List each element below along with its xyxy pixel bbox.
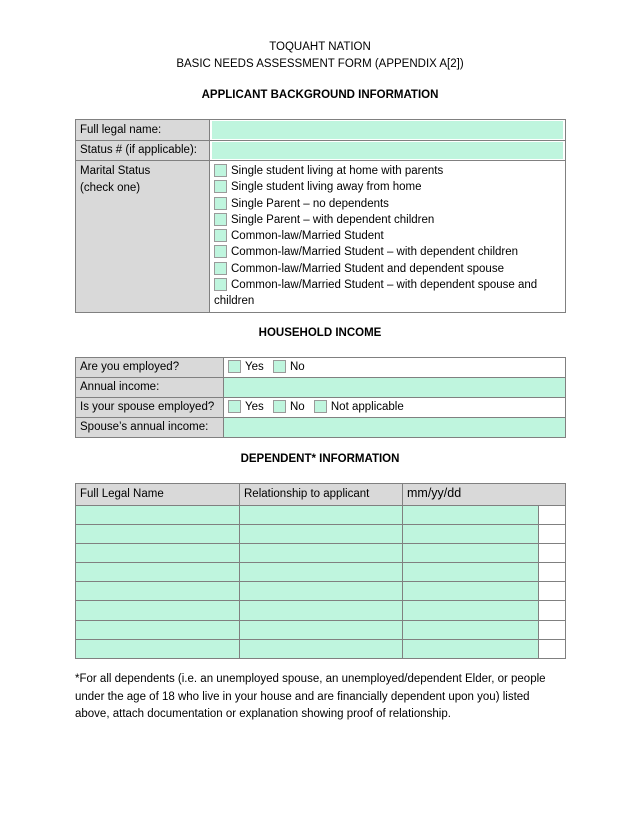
marital-option: Common-law/Married Student (214, 228, 561, 244)
col-header-name: Full Legal Name (76, 484, 240, 506)
marital-options (210, 161, 566, 313)
marital-option: Single Parent – no dependents (214, 196, 561, 212)
dependents-heading: DEPENDENT* INFORMATION (240, 453, 400, 465)
marital-option: Common-law/Married Student – with dependent children (214, 244, 561, 260)
table-row (76, 525, 566, 544)
dependents-table (75, 483, 566, 659)
annual-income-label: Annual income: (76, 378, 224, 398)
checkbox[interactable] (214, 164, 227, 177)
status-field[interactable] (212, 142, 563, 159)
dependent-name-field[interactable] (76, 601, 240, 620)
col-header-relationship: Relationship to applicant (240, 484, 403, 506)
checkbox[interactable] (214, 180, 227, 193)
dependent-name-field[interactable] (76, 620, 240, 639)
employed-options: Yes No (224, 358, 566, 378)
footnote: *For all dependents (i.e. an unemployed spouse, an unemployed/dependent Elder, or people under the age of 18 who live in your house and are financially dependent upon you) listed above, attach documentation or explanation showing proof of relationship. (75, 673, 546, 720)
table-row (76, 506, 566, 525)
marital-option: Common-law/Married Student and dependent spouse (214, 261, 561, 277)
spouse-na-checkbox[interactable] (314, 400, 327, 413)
employed-no-checkbox[interactable] (273, 360, 286, 373)
dependent-date-field[interactable] (403, 601, 539, 620)
status-label: Status # (if applicable): (76, 141, 210, 161)
dependent-extra-cell (539, 525, 566, 544)
dependent-extra-cell (539, 620, 566, 639)
checkbox[interactable] (214, 262, 227, 275)
dependent-relationship-field[interactable] (240, 563, 403, 582)
spouse-income-label: Spouse’s annual income: (76, 418, 224, 438)
dependent-name-field[interactable] (76, 544, 240, 563)
dependent-relationship-field[interactable] (240, 601, 403, 620)
checkbox[interactable] (214, 278, 227, 291)
dependent-relationship-field[interactable] (240, 639, 403, 658)
table-row (76, 601, 566, 620)
applicant-table (75, 119, 566, 313)
spouse-income-field[interactable] (224, 418, 566, 438)
dependent-name-field[interactable] (76, 563, 240, 582)
dependent-relationship-field[interactable] (240, 620, 403, 639)
employed-yes-checkbox[interactable] (228, 360, 241, 373)
household-heading: HOUSEHOLD INCOME (258, 327, 382, 339)
marital-option: Single Parent – with dependent children (214, 212, 561, 228)
dependent-extra-cell (539, 563, 566, 582)
marital-label-title: Marital Status (80, 165, 151, 177)
marital-option: Single student living away from home (214, 179, 561, 195)
table-row (76, 639, 566, 658)
dependent-date-field[interactable] (403, 639, 539, 658)
dependent-extra-cell (539, 544, 566, 563)
spouse-employed-label: Is your spouse employed? (76, 398, 224, 418)
dependent-extra-cell (539, 639, 566, 658)
dependent-date-field[interactable] (403, 525, 539, 544)
full-name-field[interactable] (212, 121, 563, 139)
dependent-relationship-field[interactable] (240, 525, 403, 544)
form-title: BASIC NEEDS ASSESSMENT FORM (APPENDIX A[2]) (176, 58, 464, 70)
dependent-name-field[interactable] (76, 582, 240, 601)
checkbox[interactable] (214, 197, 227, 210)
annual-income-field[interactable] (224, 378, 566, 398)
table-row (76, 563, 566, 582)
spouse-yes-checkbox[interactable] (228, 400, 241, 413)
dependent-name-field[interactable] (76, 639, 240, 658)
dependent-date-field[interactable] (403, 544, 539, 563)
nation-title: TOQUAHT NATION (269, 41, 371, 53)
dependent-relationship-field[interactable] (240, 506, 403, 525)
dependent-name-field[interactable] (76, 506, 240, 525)
checkbox[interactable] (214, 245, 227, 258)
marital-option: Single student living at home with parents (214, 163, 561, 179)
full-name-label: Full legal name: (76, 120, 210, 141)
household-table (75, 357, 566, 438)
checkbox[interactable] (214, 213, 227, 226)
employed-label: Are you employed? (76, 358, 224, 378)
dependent-relationship-field[interactable] (240, 582, 403, 601)
dependent-relationship-field[interactable] (240, 544, 403, 563)
dependent-extra-cell (539, 601, 566, 620)
table-row (76, 582, 566, 601)
dependent-name-field[interactable] (76, 525, 240, 544)
spouse-employed-options: Yes No Not applicable (224, 398, 566, 418)
dependent-date-field[interactable] (403, 620, 539, 639)
marital-label-hint: (check one) (80, 181, 141, 194)
dependent-date-field[interactable] (403, 582, 539, 601)
checkbox[interactable] (214, 229, 227, 242)
dependent-extra-cell (539, 582, 566, 601)
table-row (76, 544, 566, 563)
dependent-extra-cell (539, 506, 566, 525)
spouse-no-checkbox[interactable] (273, 400, 286, 413)
marital-label (76, 161, 210, 313)
dependent-date-field[interactable] (403, 563, 539, 582)
col-header-date: mm/yy/dd (403, 484, 566, 506)
marital-option: Common-law/Married Student – with dependent spouse and children (214, 279, 538, 308)
applicant-heading: APPLICANT BACKGROUND INFORMATION (201, 89, 439, 101)
dependent-date-field[interactable] (403, 506, 539, 525)
table-row (76, 620, 566, 639)
